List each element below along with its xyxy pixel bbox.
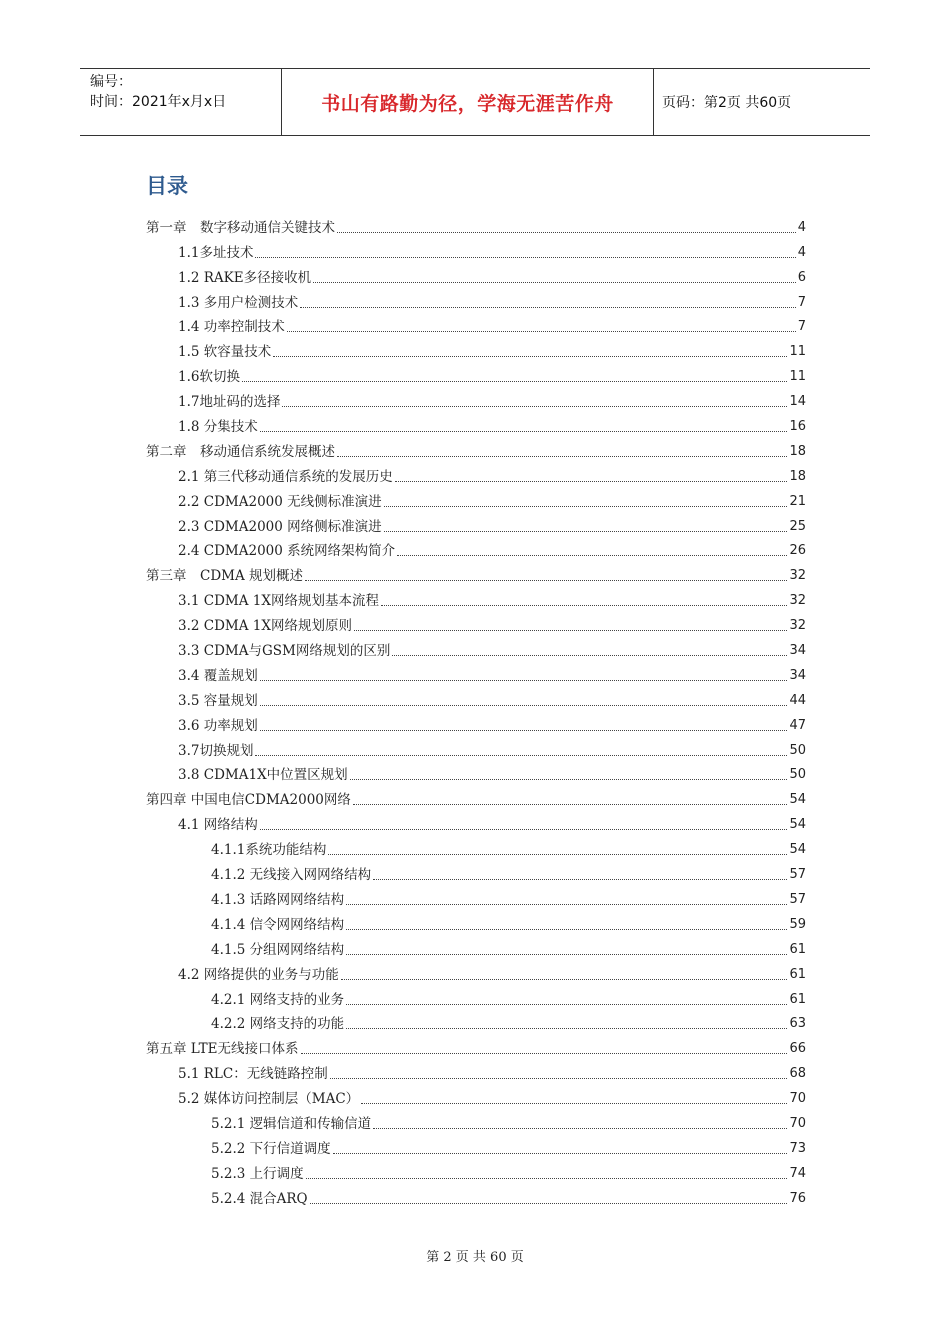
toc-entry[interactable] (146, 336, 806, 361)
toc-entry-text: 3.1 CDMA 1X网络规划基本流程 (178, 593, 379, 610)
toc-entry-text: 第五章 LTE无线接口体系 (146, 1041, 299, 1058)
toc-leader-dots (255, 257, 795, 258)
toc-entry-text: 3.4 覆盖规划 (178, 667, 258, 684)
toc-entry[interactable] (146, 809, 806, 834)
toc-entry-text: 1.7地址码的选择 (178, 394, 281, 411)
toc-entry-page: 6 (797, 269, 806, 285)
toc-entry-text: 4.1 网络结构 (178, 817, 258, 834)
toc-leader-dots (346, 929, 787, 930)
toc-entry[interactable] (146, 635, 806, 660)
toc-entry-text: 4.1.1系统功能结构 (211, 842, 327, 859)
toc-entry-text: 第四章 中国电信CDMA2000网络 (146, 792, 351, 809)
toc-leader-dots (381, 605, 787, 606)
toc-entry-page: 18 (789, 443, 806, 459)
toc-entry-text: 5.2.1 逻辑信道和传输信道 (211, 1115, 372, 1132)
toc-entry-text: 4.1.5 分组网网络结构 (211, 941, 345, 958)
toc-leader-dots (337, 456, 787, 457)
toc-leader-dots (384, 531, 788, 532)
number-label: 编号： (90, 74, 132, 90)
toc-entry[interactable] (146, 884, 806, 909)
toc-entry-page: 32 (789, 593, 806, 609)
toc-entry[interactable] (146, 1058, 806, 1083)
toc-entry[interactable] (146, 1083, 806, 1108)
toc-entry[interactable] (146, 735, 806, 760)
toc-entry-text: 1.6软切换 (178, 369, 240, 386)
toc-entry-text: 1.3 多用户检测技术 (178, 294, 299, 311)
toc-leader-dots (300, 307, 795, 308)
toc-entry-page: 59 (789, 916, 806, 932)
toc-entry[interactable] (146, 1033, 806, 1058)
toc-entry-text: 3.7切换规划 (178, 742, 254, 759)
toc-entry[interactable] (146, 536, 806, 561)
toc-leader-dots (260, 431, 788, 432)
toc-entry[interactable] (146, 486, 806, 511)
toc-entry-text: 4.2.1 网络支持的业务 (211, 991, 345, 1008)
toc-entry-page: 54 (789, 792, 806, 808)
toc-leader-dots (260, 829, 788, 830)
toc-leader-dots (346, 1004, 787, 1005)
toc-entry-text: 5.2.4 混合ARQ (211, 1190, 308, 1207)
toc-title: 目录 (146, 174, 188, 198)
toc-leader-dots (341, 979, 788, 980)
toc-entry-text: 5.1 RLC：无线链路控制 (178, 1066, 328, 1083)
toc-entry-page: 14 (789, 394, 806, 410)
toc-entry-page: 47 (789, 717, 806, 733)
toc-leader-dots (373, 879, 787, 880)
toc-entry-page: 34 (789, 667, 806, 683)
toc-leader-dots (353, 804, 788, 805)
toc-entry-page: 76 (789, 1190, 806, 1206)
toc-entry[interactable] (146, 934, 806, 959)
toc-entry[interactable] (146, 660, 806, 685)
toc-entry-page: 50 (789, 742, 806, 758)
toc-entry[interactable] (146, 834, 806, 859)
toc-entry-page: 73 (789, 1140, 806, 1156)
toc-entry-text: 第二章 移动通信系统发展概述 (146, 443, 335, 460)
toc-entry-page: 7 (797, 319, 806, 335)
time-label: 时间：2021年x月x日 (90, 94, 227, 110)
toc-entry[interactable] (146, 1183, 806, 1208)
toc-entry[interactable] (146, 959, 806, 984)
toc-leader-dots (384, 506, 788, 507)
toc-leader-dots (305, 580, 787, 581)
toc-entry-page: 18 (789, 468, 806, 484)
header-motto: 书山有路勤为径，学海无涯苦作舟 (282, 69, 654, 135)
toc-entry-page: 68 (789, 1066, 806, 1082)
toc-entry[interactable] (146, 1158, 806, 1183)
toc-entry-text: 3.2 CDMA 1X网络规划原则 (178, 618, 352, 635)
toc-entry-page: 11 (789, 369, 806, 385)
toc-entry-page: 44 (789, 692, 806, 708)
toc-leader-dots (260, 680, 788, 681)
toc-leader-dots (282, 406, 787, 407)
toc-entry-text: 1.5 软容量技术 (178, 344, 272, 361)
toc-entry-page: 11 (789, 344, 806, 360)
toc-entry-page: 66 (789, 1041, 806, 1057)
toc-entry[interactable] (146, 237, 806, 262)
toc-entry-text: 5.2.3 上行调度 (211, 1165, 304, 1182)
toc-entry[interactable] (146, 784, 806, 809)
toc-leader-dots (310, 1203, 788, 1204)
toc-leader-dots (306, 1178, 788, 1179)
toc-leader-dots (255, 755, 787, 756)
toc-entry[interactable] (146, 909, 806, 934)
toc-entry-text: 5.2 媒体访问控制层（MAC） (178, 1091, 360, 1108)
toc-entry-page: 4 (797, 244, 806, 260)
toc-entry-text: 4.2.2 网络支持的功能 (211, 1016, 345, 1033)
toc-entry[interactable] (146, 262, 806, 287)
toc-leader-dots (354, 630, 787, 631)
toc-entry-page: 34 (789, 643, 806, 659)
toc-entry-text: 4.1.4 信令网网络结构 (211, 916, 345, 933)
toc-entry[interactable] (146, 1108, 806, 1133)
page-footer: 第 2 页 共 60 页 (426, 1250, 524, 1265)
toc-entry-text: 3.3 CDMA与GSM网络规划的区别 (178, 643, 391, 660)
toc-entry-page: 57 (789, 891, 806, 907)
toc-entry-text: 4.1.3 话路网网络结构 (211, 891, 345, 908)
toc-entry-page: 61 (789, 991, 806, 1007)
toc-leader-dots (301, 1053, 788, 1054)
toc-entry-page: 57 (789, 867, 806, 883)
toc-entry-text: 3.8 CDMA1X中位置区规划 (178, 767, 348, 784)
toc-leader-dots (350, 779, 788, 780)
toc-leader-dots (346, 904, 787, 905)
toc-entry-text: 第一章 数字移动通信关键技术 (146, 219, 335, 236)
toc-entry[interactable] (146, 287, 806, 312)
toc-leader-dots (361, 1103, 787, 1104)
toc-entry-text: 3.6 功率规划 (178, 717, 258, 734)
toc-leader-dots (313, 282, 796, 283)
toc-leader-dots (273, 356, 787, 357)
toc-entry-page: 61 (789, 966, 806, 982)
toc-entry[interactable] (146, 859, 806, 884)
toc-leader-dots (346, 954, 787, 955)
toc-entry[interactable] (146, 585, 806, 610)
header-page-info: 页码：第2页 共60页 (662, 95, 792, 111)
toc-entry-text: 1.8 分集技术 (178, 419, 258, 436)
toc-entry-text: 5.2.2 下行信道调度 (211, 1140, 331, 1157)
toc-entry[interactable] (146, 685, 806, 710)
header-meta (80, 69, 282, 135)
toc-entry-page: 50 (789, 767, 806, 783)
toc-entry-page: 25 (789, 518, 806, 534)
toc-entry[interactable] (146, 212, 806, 237)
toc-entry-page: 54 (789, 842, 806, 858)
toc-entry-page: 7 (797, 294, 806, 310)
toc-leader-dots (395, 481, 788, 482)
toc-entry-text: 4.1.2 无线接入网网络结构 (211, 867, 372, 884)
toc-leader-dots (397, 555, 787, 556)
toc-entry-page: 32 (789, 618, 806, 634)
toc-leader-dots (328, 854, 787, 855)
toc-entry[interactable] (146, 411, 806, 436)
toc-entry-page: 61 (789, 941, 806, 957)
toc-entry-text: 1.2 RAKE多径接收机 (178, 269, 312, 286)
toc-entry-text: 1.4 功率控制技术 (178, 319, 285, 336)
toc-leader-dots (373, 1128, 787, 1129)
page-header (80, 68, 870, 136)
toc-entry-text: 2.1 第三代移动通信系统的发展历史 (178, 468, 393, 485)
toc-entry-page: 74 (789, 1165, 806, 1181)
toc-entry-page: 70 (789, 1091, 806, 1107)
toc-entry-page: 70 (789, 1115, 806, 1131)
toc-leader-dots (260, 705, 788, 706)
toc-entry[interactable] (146, 1133, 806, 1158)
toc-leader-dots (287, 331, 796, 332)
toc-entry-text: 3.5 容量规划 (178, 692, 258, 709)
toc-entry-text: 2.3 CDMA2000 网络侧标准演进 (178, 518, 382, 535)
toc-entry[interactable] (146, 1009, 806, 1034)
toc-entry-page: 63 (789, 1016, 806, 1032)
toc-entry-page: 21 (789, 493, 806, 509)
toc-entry[interactable] (146, 386, 806, 411)
toc-entry[interactable] (146, 461, 806, 486)
toc-entry[interactable] (146, 436, 806, 461)
toc-entry[interactable] (146, 560, 806, 585)
toc-entry[interactable] (146, 312, 806, 337)
toc-leader-dots (337, 232, 796, 233)
toc-entry-text: 2.2 CDMA2000 无线侧标准演进 (178, 493, 382, 510)
toc-entry-text: 1.1多址技术 (178, 244, 254, 261)
toc-leader-dots (346, 1028, 787, 1029)
toc-entry[interactable] (146, 610, 806, 635)
toc-entry[interactable] (146, 361, 806, 386)
toc-leader-dots (242, 381, 787, 382)
toc-leader-dots (330, 1078, 788, 1079)
toc-entry-text: 4.2 网络提供的业务与功能 (178, 966, 339, 983)
toc-entry[interactable] (146, 984, 806, 1009)
toc-entry-page: 4 (797, 219, 806, 235)
table-of-contents (146, 212, 806, 1208)
toc-entry-page: 16 (789, 419, 806, 435)
toc-entry-text: 第三章 CDMA 规划概述 (146, 568, 304, 585)
toc-leader-dots (392, 655, 787, 656)
toc-entry[interactable] (146, 710, 806, 735)
toc-leader-dots (260, 730, 788, 731)
toc-entry[interactable] (146, 511, 806, 536)
toc-entry-page: 54 (789, 817, 806, 833)
toc-entry[interactable] (146, 760, 806, 785)
toc-entry-page: 26 (789, 543, 806, 559)
toc-leader-dots (333, 1153, 788, 1154)
toc-entry-page: 32 (789, 568, 806, 584)
toc-entry-text: 2.4 CDMA2000 系统网络架构简介 (178, 543, 396, 560)
